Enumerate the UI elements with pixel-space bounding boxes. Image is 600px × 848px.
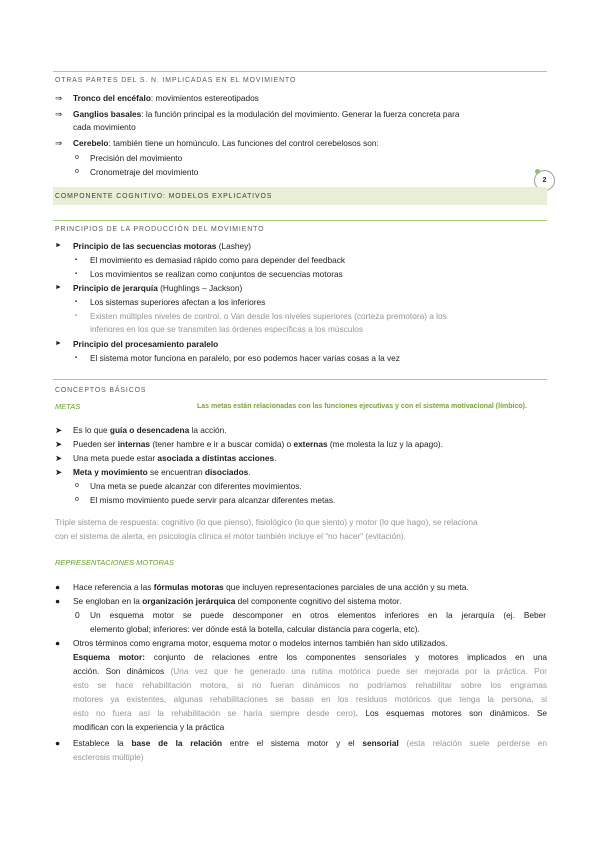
list-item: Cerebelo: también tiene un homúnculo. Las funciones del control cerebelosos son: (73, 138, 379, 148)
triple-system-paragraph (55, 516, 545, 546)
arrowhead-bullet-icon: ➤ (55, 467, 63, 477)
section-rule (53, 220, 547, 221)
other-parts-list (55, 92, 545, 182)
dot-bullet-icon: ● (55, 582, 61, 592)
dot-bullet-icon: ● (55, 596, 61, 606)
circle-bullet-icon: o (75, 168, 79, 175)
sub-item-marker: 0 (75, 610, 80, 620)
arrowhead-bullet-icon: ➤ (55, 425, 63, 435)
sub-list-item: Los movimientos se realizan como conjuntos de secuencias motoras (90, 269, 343, 279)
section-caption-principles: PRINCIPIOS DE LA PRODUCCIÓN DEL MOVIMIENTO (55, 226, 265, 233)
arrow-bullet-icon: ⇒ (55, 138, 63, 148)
section-rule (53, 379, 547, 380)
list-item: Ganglios basales: la función principal es la modulación del movimiento. Generar la fuerza concreta para (73, 109, 460, 119)
square-bullet-icon: ▪ (75, 257, 78, 263)
sub-list-item: Cronometraje del movimiento (90, 167, 199, 177)
circle-bullet-icon: o (75, 496, 79, 503)
sub-list-item-continuation: inferiores en los que se transmiten las órdenes específicas a los músculos (90, 324, 364, 334)
metas-list (55, 424, 545, 512)
list-item: Tronco del encéfalo: movimientos estereotipados (73, 93, 259, 103)
section-rule (53, 71, 547, 72)
sub-list-item: Una meta se puede alcanzar con diferentes movimientos. (90, 481, 302, 491)
list-item-continuation: esclerosis múltiple) (73, 752, 144, 762)
principles-list (55, 240, 545, 370)
sub-list-item: Los sistemas superiores afectan a los inferiores (90, 297, 266, 307)
arrowhead-bullet-icon: ➤ (55, 453, 63, 463)
list-item: Una meta puede estar asociada a distintas acciones. (73, 453, 277, 463)
arrowhead-bullet-icon: ➤ (55, 439, 63, 449)
square-bullet-icon: ▪ (75, 271, 78, 277)
square-bullet-icon: ▪ (75, 313, 78, 319)
section-caption-concepts: CONCEPTOS BÁSICOS (55, 387, 147, 394)
representations-list (55, 581, 547, 771)
arrow-bullet-icon: ⇒ (55, 109, 63, 119)
list-item: Se engloban en la organización jerárquica del componente cognitivo del sistema motor. (73, 596, 402, 606)
page-number: 2 (534, 170, 555, 191)
list-item-continuation: Esquema motor: conjunto de relaciones entre los componentes sensoriales y motores implicados en una (73, 652, 547, 662)
triangle-bullet-icon: ► (55, 340, 62, 347)
list-item: Principio de las secuencias motoras (Lashey) (73, 241, 252, 251)
sub-list-item: El mismo movimiento puede servir para alcanzar diferentes metas. (90, 495, 336, 505)
paragraph-line: Triple sistema de respuesta: cognitivo (lo que pienso), fisiológico (lo que siento) y motor (lo que hago), se relaciona (55, 517, 478, 527)
dot-bullet-icon: ● (55, 738, 61, 748)
sub-list-item: Existen múltiples niveles de control. o Van desde los niveles superiores (corteza premotora) a los (90, 311, 447, 321)
list-item: Hace referencia a las fórmulas motoras que incluyen representaciones parciales de una acción y su meta. (73, 582, 469, 592)
list-item-continuation: esto se hace rehabilitación motora, si no fueran dinámicos no podríamos rehabilitar sobre los engramas (73, 680, 547, 690)
square-bullet-icon: ▪ (75, 299, 78, 305)
list-item-continuation: motores ya existentes, algunas rehabilitaciones se basan en los residuos motóricos que tenga la persona, si (73, 694, 547, 704)
list-item-continuation: cada movimiento (73, 122, 136, 132)
sub-list-item: Un esquema motor se puede descomponer en otros elementos inferiores en la jerarquía (ej. Beber (90, 610, 546, 620)
list-item: Principio del procesamiento paralelo (73, 339, 219, 349)
metas-note: Las metas están relacionadas con las funciones ejecutivas y con el sistema motivacional (límbico). (197, 403, 527, 410)
motor-representations-heading: REPRESENTACIONES MOTORAS (55, 558, 174, 567)
sub-list-item: El sistema motor funciona en paralelo, por eso podemos hacer varias cosas a la vez (90, 353, 400, 363)
list-item: Pueden ser internas (tener hambre e ir a buscar comida) o externas (me molesta la luz y la apago). (73, 439, 443, 449)
list-item: Meta y movimiento se encuentran disociados. (73, 467, 251, 477)
sub-list-item: El movimiento es demasiad rápido como para depender del feedback (90, 255, 346, 265)
arrow-bullet-icon: ⇒ (55, 93, 63, 103)
list-item-continuation: acción. Son dinámicos (Una vez que he generado una rutina motórica puede ser mejorada por la práctica. Por (73, 666, 547, 676)
list-item: Otros términos como engrama motor, esquema motor o modelos internos también han sido utilizados. (73, 638, 448, 648)
section-caption-other-parts: OTRAS PARTES DEL S. N. IMPLICADAS EN EL MOVIMIENTO (55, 77, 297, 84)
section-caption-cognitive: COMPONENTE COGNITIVO: MODELOS EXPLICATIVOS (55, 193, 273, 200)
list-item: Establece la base de la relación entre el sistema motor y el sensorial (esta relación suele perderse en (73, 738, 547, 748)
circle-bullet-icon: o (75, 154, 79, 161)
triangle-bullet-icon: ► (55, 242, 62, 249)
triangle-bullet-icon: ► (55, 284, 62, 291)
circle-bullet-icon: o (75, 482, 79, 489)
dot-bullet-icon: ● (55, 638, 61, 648)
list-item-continuation: modifican con la experiencia y la práctica (73, 722, 225, 732)
paragraph-line: con el sistema de alerta, en psicología clínica el motor también incluye el “no hacer” (evitación). (55, 531, 406, 541)
list-item-continuation: esto no fuera así la rehabilitación se haría siempre desde cero). Los esquemas motores son dinámicos. Se (73, 708, 548, 718)
list-item: Es lo que guía o desencadena la acción. (73, 425, 227, 435)
metas-heading: METAS (55, 402, 81, 411)
sub-list-item-continuation: elemento global; inferiores: ver dónde está la botella, calcular distancia para cogerla, etc). (90, 624, 420, 634)
square-bullet-icon: ▪ (75, 355, 78, 361)
list-item: Principio de jerarquía (Hughlings – Jackson) (73, 283, 243, 293)
sub-list-item: Precisión del movimiento (90, 153, 183, 163)
